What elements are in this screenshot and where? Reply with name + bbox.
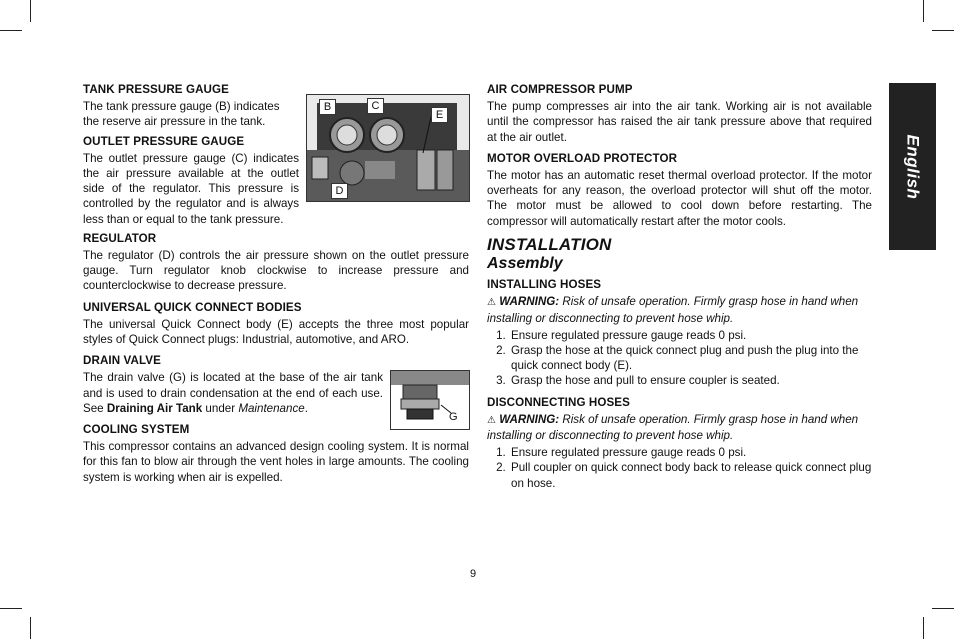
crop-mark: [0, 608, 22, 609]
crop-mark: [923, 0, 924, 22]
quick-connect-heading: UNIVERSAL QUICK CONNECT BODIES: [83, 300, 302, 314]
list-item: 1. Ensure regulated pressure gauge reads 0 psi.: [509, 445, 872, 460]
crop-mark: [30, 0, 31, 22]
disconnecting-steps: [487, 445, 872, 491]
disconnecting-hoses-heading: DISCONNECTING HOSES: [487, 395, 630, 409]
list-item: 3. Grasp the hose and pull to ensure coupler is seated.: [509, 373, 872, 388]
drain-valve-heading: DRAIN VALVE: [83, 354, 161, 368]
crop-mark: [0, 30, 22, 31]
right-column: [487, 82, 872, 497]
language-tab-label: English: [903, 134, 923, 199]
tank-gauge-heading: TANK PRESSURE GAUGE: [83, 83, 229, 96]
warning-icon: ⚠: [487, 297, 496, 309]
disconnecting-warning: [487, 412, 872, 443]
crop-mark: [923, 617, 924, 639]
drain-valve-end: .: [304, 401, 308, 415]
drain-valve-under: under: [202, 401, 239, 415]
label-e: E: [431, 107, 448, 123]
regulator-heading: REGULATOR: [83, 231, 157, 245]
installing-warning: [487, 294, 872, 325]
label-b: B: [319, 99, 336, 115]
installation-heading: INSTALLATION: [487, 234, 612, 254]
list-item: 1. Ensure regulated pressure gauge reads 0 psi.: [509, 328, 872, 343]
page-number: 9: [470, 568, 477, 580]
installing-warning-text: Risk of unsafe operation. Firmly grasp hose in hand when installing or disconnecting to prevent hose whip.: [487, 295, 859, 325]
crop-mark: [30, 617, 31, 639]
outlet-gauge-text: [83, 151, 469, 227]
overload-text: The motor has an automatic reset thermal overload protector. If the motor overheats for any reason, the overload protector will shut off the motor. The motor must be allowed to cool down before restarting. The compressor will automatically restart after the motor cools.: [487, 169, 872, 228]
tank-gauge-text: The tank pressure gauge (B) indicates the reserve air pressure in the tank.: [83, 100, 280, 129]
installing-hoses-heading: INSTALLING HOSES: [487, 278, 602, 292]
installing-steps: [487, 328, 872, 389]
cooling-text: This compressor contains an advanced design cooling system. It is normal for this fan to blow air through the vent holes in large amounts. The cooling system is working when air is expelled.: [83, 440, 469, 484]
language-tab: [889, 83, 936, 250]
warning-icon: ⚠: [487, 414, 496, 426]
draining-air-tank-ref: Draining Air Tank: [106, 401, 203, 415]
disconnecting-warning-label: WARNING:: [499, 412, 560, 426]
label-g: G: [449, 411, 458, 423]
overload-heading: MOTOR OVERLOAD PROTECTOR: [487, 151, 678, 165]
crop-mark: [932, 608, 954, 609]
quick-connect-text: The universal Quick Connect body (E) accepts the three most popular styles of Quick Connect plugs: Industrial, automotive, and ARO.: [83, 317, 469, 347]
pump-text: The pump compresses air into the air tank. Working air is not available until the compressor has raised the air tank pressure above that required at the air outlet.: [487, 100, 872, 144]
label-c: C: [367, 98, 384, 114]
left-column: [83, 82, 469, 491]
installing-warning-label: WARNING:: [499, 295, 560, 309]
outlet-gauge-heading: OUTLET PRESSURE GAUGE: [83, 134, 245, 148]
disconnecting-warning-text: Risk of unsafe operation. Firmly grasp hose in hand when installing or disconnecting to prevent hose whip.: [487, 412, 859, 443]
cooling-heading: COOLING SYSTEM: [83, 423, 190, 437]
list-item: 2. Grasp the hose at the quick connect plug and push the plug into the quick connect body (E).: [509, 343, 872, 373]
crop-mark: [932, 30, 954, 31]
drain-valve-body: The drain valve (G) is located at the base of the air tank and is used to drain condensation at the end of each use. See: [83, 371, 383, 415]
assembly-heading: Assembly: [487, 255, 563, 273]
list-item: 2. Pull coupler on quick connect body back to release quick connect plug on hose.: [509, 460, 872, 490]
label-d: D: [331, 183, 348, 199]
outlet-gauge-body: The outlet pressure gauge (C) indicates the air pressure available at the outlet side of the regulator. This pressure is controlled by the regulator and is always less than or equal to the tank pressure.: [83, 151, 299, 226]
drain-valve-text: [83, 370, 383, 416]
maintenance-ref: Maintenance: [238, 401, 305, 415]
pump-heading: AIR COMPRESSOR PUMP: [487, 83, 633, 96]
regulator-text: The regulator (D) controls the air pressure shown on the outlet pressure gauge. Turn regulator knob clockwise to increase pressure and counterclockwise to decrease pressure.: [83, 249, 469, 293]
